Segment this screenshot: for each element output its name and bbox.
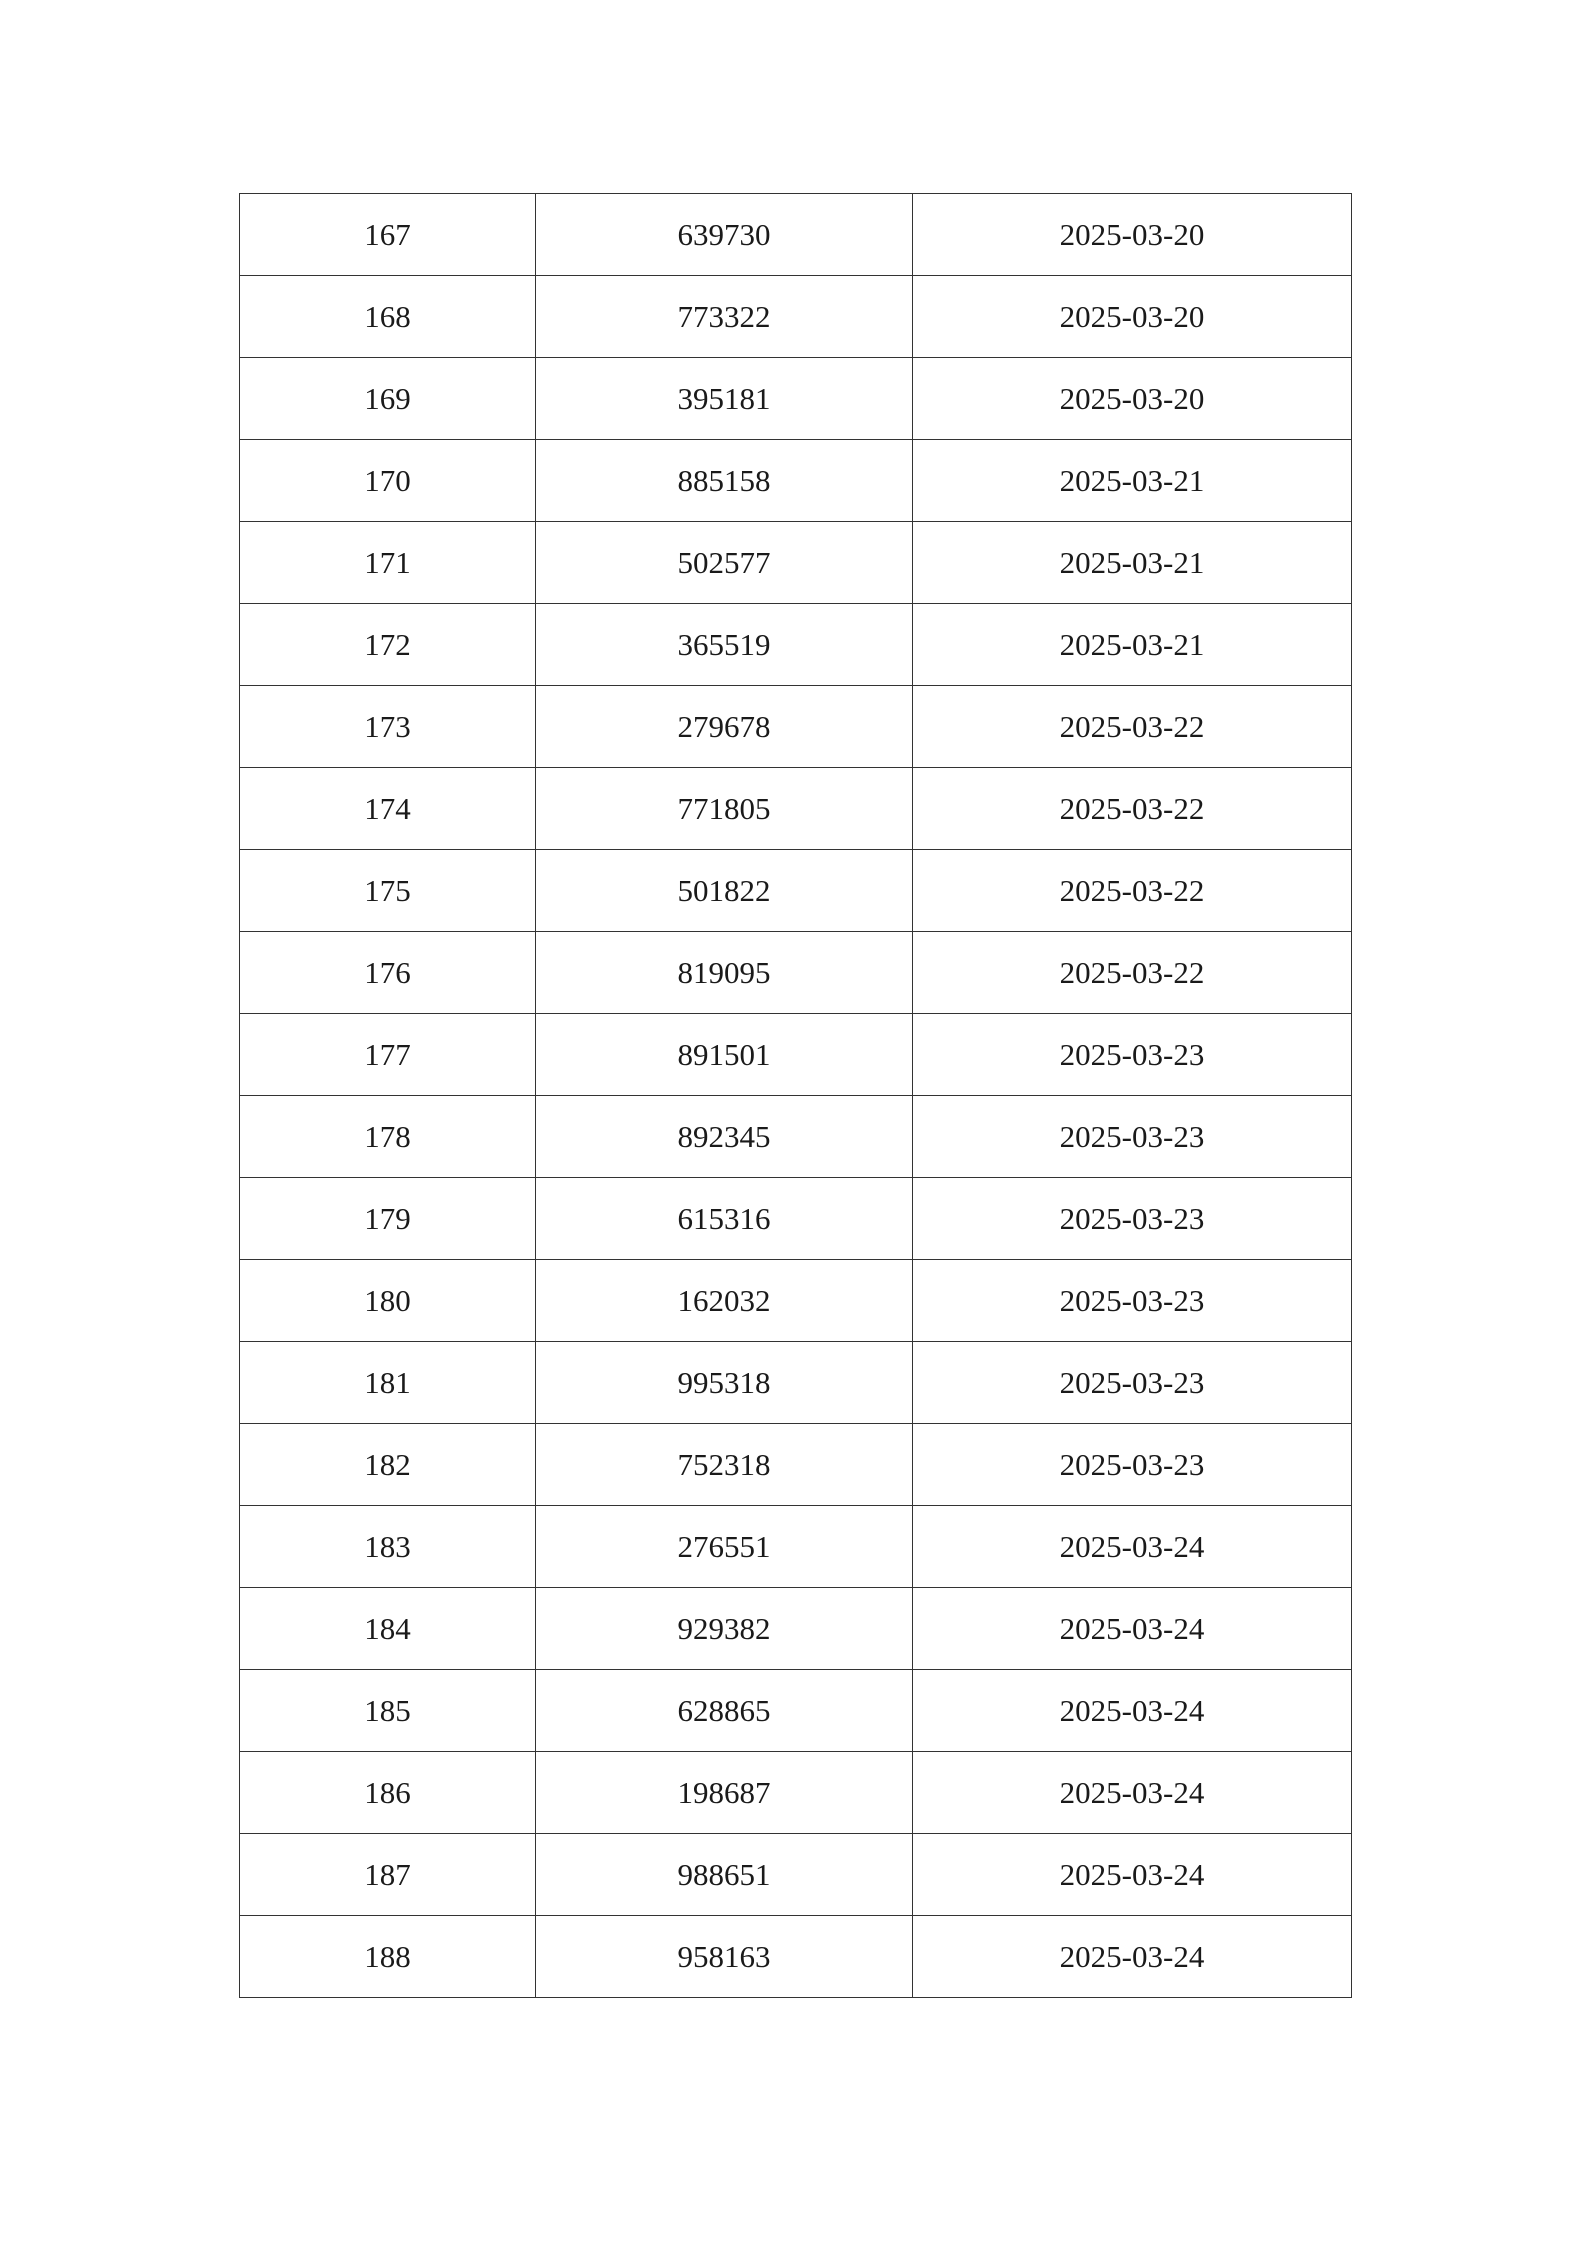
- date-cell: 2025-03-24: [913, 1834, 1352, 1916]
- row-number-cell: 171: [240, 522, 536, 604]
- code-cell: 198687: [536, 1752, 913, 1834]
- row-number-cell: 181: [240, 1342, 536, 1424]
- row-number-cell: 185: [240, 1670, 536, 1752]
- date-cell: 2025-03-21: [913, 604, 1352, 686]
- date-cell: 2025-03-24: [913, 1506, 1352, 1588]
- date-cell: 2025-03-23: [913, 1178, 1352, 1260]
- date-cell: 2025-03-23: [913, 1014, 1352, 1096]
- code-cell: 995318: [536, 1342, 913, 1424]
- code-cell: 819095: [536, 932, 913, 1014]
- table-row: [240, 1834, 1352, 1916]
- table-row: [240, 1342, 1352, 1424]
- code-cell: 395181: [536, 358, 913, 440]
- row-number-cell: 184: [240, 1588, 536, 1670]
- table-row: [240, 768, 1352, 850]
- date-cell: 2025-03-24: [913, 1916, 1352, 1998]
- date-cell: 2025-03-20: [913, 358, 1352, 440]
- code-cell: 988651: [536, 1834, 913, 1916]
- table-row: [240, 522, 1352, 604]
- date-cell: 2025-03-23: [913, 1424, 1352, 1506]
- row-number-cell: 170: [240, 440, 536, 522]
- code-cell: 771805: [536, 768, 913, 850]
- code-cell: 162032: [536, 1260, 913, 1342]
- table-row: [240, 1506, 1352, 1588]
- table-row: [240, 932, 1352, 1014]
- date-cell: 2025-03-21: [913, 522, 1352, 604]
- table-row: [240, 1670, 1352, 1752]
- table-row: [240, 194, 1352, 276]
- code-cell: 279678: [536, 686, 913, 768]
- table-row: [240, 850, 1352, 932]
- code-cell: 891501: [536, 1014, 913, 1096]
- row-number-cell: 183: [240, 1506, 536, 1588]
- row-number-cell: 179: [240, 1178, 536, 1260]
- code-cell: 615316: [536, 1178, 913, 1260]
- date-cell: 2025-03-23: [913, 1260, 1352, 1342]
- table-row: [240, 1260, 1352, 1342]
- code-cell: 502577: [536, 522, 913, 604]
- table-body: [240, 194, 1352, 1998]
- date-cell: 2025-03-22: [913, 850, 1352, 932]
- row-number-cell: 173: [240, 686, 536, 768]
- date-cell: 2025-03-24: [913, 1670, 1352, 1752]
- code-cell: 628865: [536, 1670, 913, 1752]
- table-row: [240, 604, 1352, 686]
- row-number-cell: 186: [240, 1752, 536, 1834]
- date-cell: 2025-03-20: [913, 194, 1352, 276]
- table-row: [240, 440, 1352, 522]
- date-cell: 2025-03-23: [913, 1342, 1352, 1424]
- table-row: [240, 1424, 1352, 1506]
- date-cell: 2025-03-23: [913, 1096, 1352, 1178]
- table-row: [240, 686, 1352, 768]
- row-number-cell: 167: [240, 194, 536, 276]
- row-number-cell: 174: [240, 768, 536, 850]
- code-cell: 885158: [536, 440, 913, 522]
- code-cell: 773322: [536, 276, 913, 358]
- table-row: [240, 276, 1352, 358]
- row-number-cell: 177: [240, 1014, 536, 1096]
- row-number-cell: 182: [240, 1424, 536, 1506]
- code-cell: 958163: [536, 1916, 913, 1998]
- code-cell: 365519: [536, 604, 913, 686]
- row-number-cell: 180: [240, 1260, 536, 1342]
- row-number-cell: 187: [240, 1834, 536, 1916]
- row-number-cell: 169: [240, 358, 536, 440]
- table-row: [240, 1588, 1352, 1670]
- row-number-cell: 176: [240, 932, 536, 1014]
- code-cell: 639730: [536, 194, 913, 276]
- data-table: [239, 193, 1352, 1998]
- row-number-cell: 175: [240, 850, 536, 932]
- date-cell: 2025-03-22: [913, 932, 1352, 1014]
- row-number-cell: 188: [240, 1916, 536, 1998]
- table-row: [240, 1178, 1352, 1260]
- date-cell: 2025-03-24: [913, 1752, 1352, 1834]
- date-cell: 2025-03-22: [913, 686, 1352, 768]
- code-cell: 929382: [536, 1588, 913, 1670]
- row-number-cell: 168: [240, 276, 536, 358]
- code-cell: 276551: [536, 1506, 913, 1588]
- table-row: [240, 1752, 1352, 1834]
- date-cell: 2025-03-24: [913, 1588, 1352, 1670]
- row-number-cell: 172: [240, 604, 536, 686]
- date-cell: 2025-03-20: [913, 276, 1352, 358]
- table-row: [240, 1014, 1352, 1096]
- row-number-cell: 178: [240, 1096, 536, 1178]
- table-row: [240, 1096, 1352, 1178]
- date-cell: 2025-03-21: [913, 440, 1352, 522]
- code-cell: 892345: [536, 1096, 913, 1178]
- code-cell: 752318: [536, 1424, 913, 1506]
- table-row: [240, 358, 1352, 440]
- code-cell: 501822: [536, 850, 913, 932]
- table-row: [240, 1916, 1352, 1998]
- date-cell: 2025-03-22: [913, 768, 1352, 850]
